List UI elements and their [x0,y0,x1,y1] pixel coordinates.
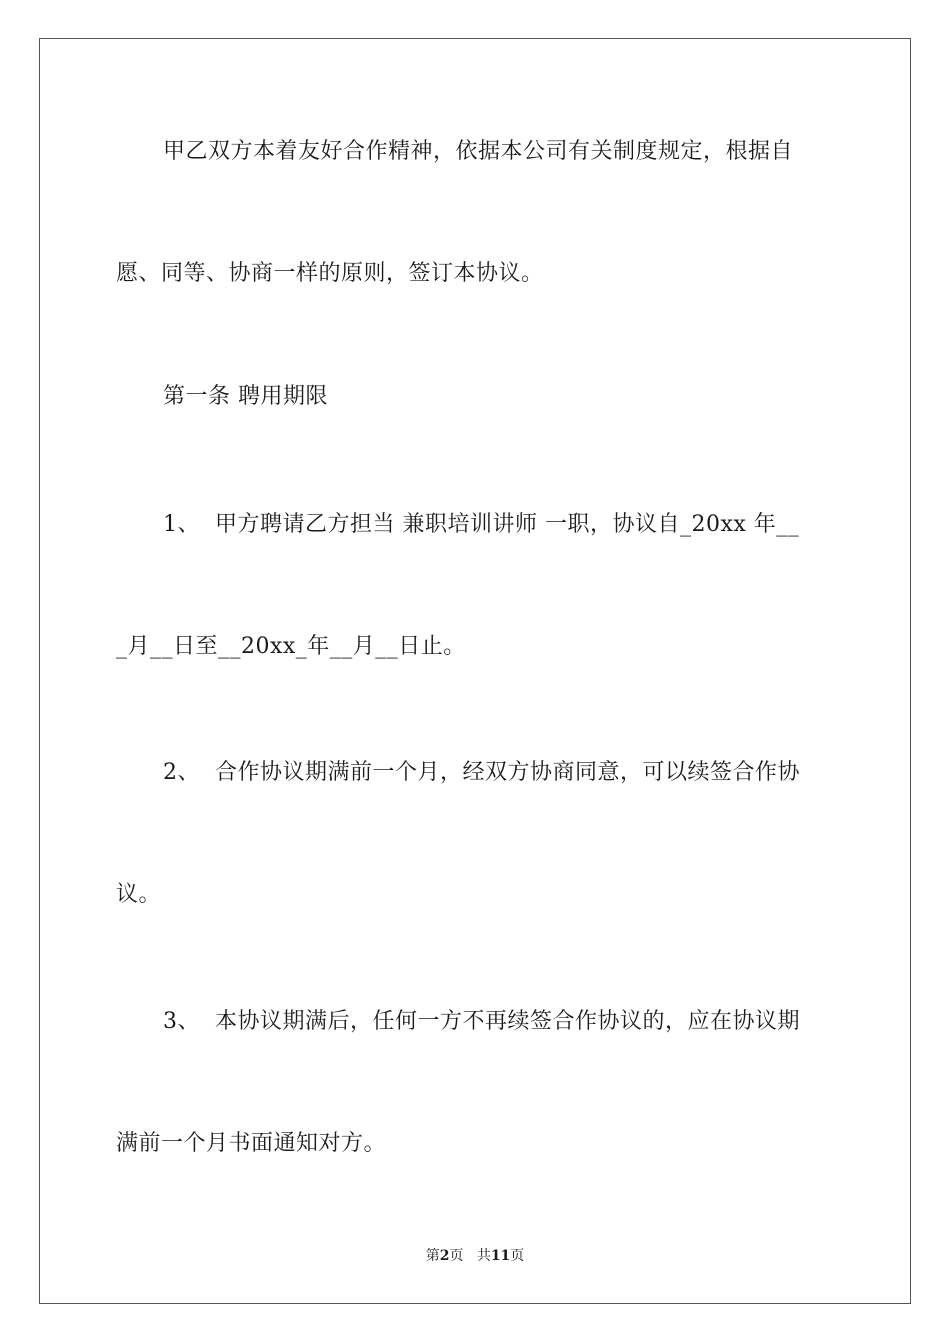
paragraph-intro-line-2: 愿、同等、协商一样的原则，签订本协议。 [116,261,544,286]
article-heading: 第一条 聘用期限 [163,384,328,409]
total-pages: 11 [490,1248,511,1264]
paragraph-intro-line-1: 甲乙双方本着友好合作精神，依据本公司有关制度规定，根据自 [163,139,794,164]
page-prefix: 第 [425,1248,440,1264]
page-frame [39,38,911,1304]
page-suffix: 页 [449,1248,464,1264]
clause-3-line-1: 3、 本协议期满后，任何一方不再续签合作协议的，应在协议期 [163,1009,800,1034]
clause-2-line-1: 2、 合作协议期满前一个月，经双方协商同意，可以续签合作协 [163,760,800,785]
clause-1-line-2: _月__日至__20xx_年__月__日止。 [116,634,466,659]
clause-1-line-1: 1、 甲方聘请乙方担当 兼职培训讲师 一职，协议自_20xx 年__ [163,512,800,537]
total-suffix: 页 [510,1248,525,1264]
clause-2-line-2: 议。 [116,882,162,907]
clause-3-line-2: 满前一个月书面通知对方。 [116,1131,387,1156]
page-number: 2 [439,1248,450,1264]
total-prefix: 共 [476,1248,491,1264]
page-footer [0,1246,950,1266]
